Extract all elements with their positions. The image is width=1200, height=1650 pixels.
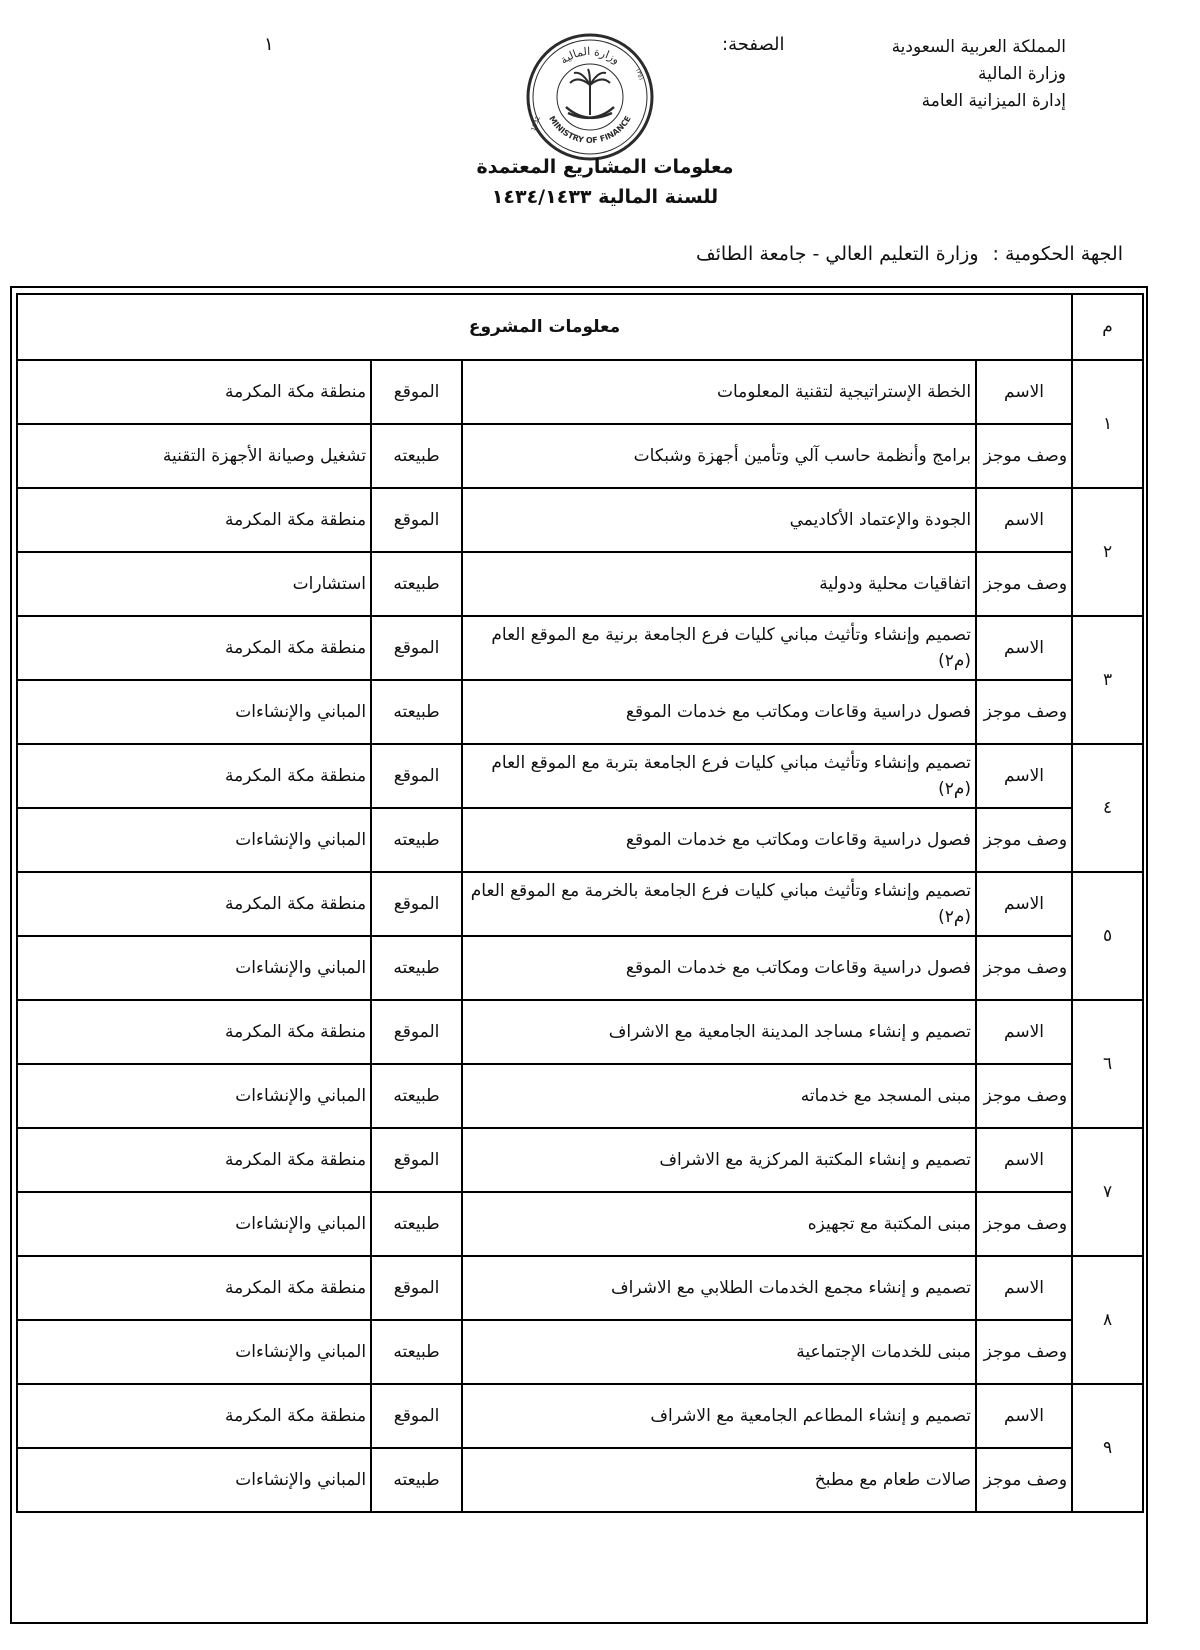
nature-label: طبيعته xyxy=(371,808,462,872)
project-name-row xyxy=(17,1128,1143,1192)
project-name-row xyxy=(17,872,1143,936)
project-name-row xyxy=(17,360,1143,424)
project-name: تصميم و إنشاء المطاعم الجامعية مع الاشراف xyxy=(462,1384,976,1448)
nature-label: طبيعته xyxy=(371,424,462,488)
project-name-row xyxy=(17,488,1143,552)
project-location: منطقة مكة المكرمة xyxy=(17,488,371,552)
project-desc-row xyxy=(17,936,1143,1000)
nature-label: طبيعته xyxy=(371,552,462,616)
project-description: مبنى المسجد مع خدماته xyxy=(462,1064,976,1128)
org-line-country: المملكة العربية السعودية xyxy=(891,37,1066,57)
name-label: الاسم xyxy=(976,616,1072,680)
project-description: فصول دراسية وقاعات ومكاتب مع خدمات الموقع xyxy=(462,808,976,872)
project-desc-row xyxy=(17,1064,1143,1128)
column-header-number: م xyxy=(1072,294,1143,360)
project-location: منطقة مكة المكرمة xyxy=(17,1000,371,1064)
ministry-of-finance-logo xyxy=(526,33,654,161)
name-label: الاسم xyxy=(976,360,1072,424)
project-description: برامج وأنظمة حاسب آلي وتأمين أجهزة وشبكات xyxy=(462,424,976,488)
project-nature: تشغيل وصيانة الأجهزة التقنية xyxy=(17,424,371,488)
project-number: ٤ xyxy=(1072,744,1143,872)
location-label: الموقع xyxy=(371,488,462,552)
project-nature: المباني والإنشاءات xyxy=(17,1320,371,1384)
project-number: ٢ xyxy=(1072,488,1143,616)
project-desc-row xyxy=(17,1448,1143,1512)
logo-arabic-text: وزارة المالية xyxy=(557,44,623,67)
project-desc-row xyxy=(17,552,1143,616)
project-nature: المباني والإنشاءات xyxy=(17,936,371,1000)
logo-year-gregorian: 1932 xyxy=(530,115,542,133)
project-nature: المباني والإنشاءات xyxy=(17,808,371,872)
name-label: الاسم xyxy=(976,1000,1072,1064)
palm-tree-icon xyxy=(570,69,610,115)
project-nature: المباني والإنشاءات xyxy=(17,1064,371,1128)
project-number: ٧ xyxy=(1072,1128,1143,1256)
project-name-row xyxy=(17,744,1143,808)
name-label: الاسم xyxy=(976,872,1072,936)
government-entity xyxy=(696,243,1123,265)
project-number: ٦ xyxy=(1072,1000,1143,1128)
location-label: الموقع xyxy=(371,872,462,936)
nature-label: طبيعته xyxy=(371,1448,462,1512)
entity-label: الجهة الحكومية : xyxy=(992,243,1123,265)
project-desc-row xyxy=(17,1192,1143,1256)
project-nature: المباني والإنشاءات xyxy=(17,680,371,744)
project-location: منطقة مكة المكرمة xyxy=(17,360,371,424)
project-location: منطقة مكة المكرمة xyxy=(17,744,371,808)
project-desc-row xyxy=(17,1320,1143,1384)
project-nature: المباني والإنشاءات xyxy=(17,1192,371,1256)
location-label: الموقع xyxy=(371,1128,462,1192)
project-description: مبنى للخدمات الإجتماعية xyxy=(462,1320,976,1384)
project-nature: المباني والإنشاءات xyxy=(17,1448,371,1512)
project-nature: استشارات xyxy=(17,552,371,616)
project-name: تصميم وإنشاء وتأثيث مباني كليات فرع الجامعة برنية مع الموقع العام (م٢) xyxy=(462,616,976,680)
description-label: وصف موجز xyxy=(976,1192,1072,1256)
description-label: وصف موجز xyxy=(976,552,1072,616)
project-number: ٣ xyxy=(1072,616,1143,744)
location-label: الموقع xyxy=(371,1256,462,1320)
project-location: منطقة مكة المكرمة xyxy=(17,1128,371,1192)
project-location: منطقة مكة المكرمة xyxy=(17,1384,371,1448)
column-header-project-info: معلومات المشروع xyxy=(17,294,1072,360)
location-label: الموقع xyxy=(371,360,462,424)
name-label: الاسم xyxy=(976,744,1072,808)
page-number-label: الصفحة: xyxy=(722,34,785,55)
project-desc-row xyxy=(17,808,1143,872)
project-description: مبنى المكتبة مع تجهيزه xyxy=(462,1192,976,1256)
title-line-2: للسنة المالية ١٤٣٤/١٤٣٣ xyxy=(491,186,719,208)
description-label: وصف موجز xyxy=(976,680,1072,744)
org-line-ministry: وزارة المالية xyxy=(978,64,1066,84)
project-name-row xyxy=(17,616,1143,680)
description-label: وصف موجز xyxy=(976,1064,1072,1128)
project-description: صالات طعام مع مطبخ xyxy=(462,1448,976,1512)
page-number-value: ١ xyxy=(264,34,274,55)
org-line-department: إدارة الميزانية العامة xyxy=(921,91,1066,111)
organization-header xyxy=(892,34,1066,115)
title-line-1: معلومات المشاريع المعتمدة xyxy=(476,156,734,178)
nature-label: طبيعته xyxy=(371,1320,462,1384)
project-name: تصميم و إنشاء مساجد المدينة الجامعية مع الاشراف xyxy=(462,1000,976,1064)
project-name-row xyxy=(17,1256,1143,1320)
project-description: فصول دراسية وقاعات ومكاتب مع خدمات الموقع xyxy=(462,936,976,1000)
project-name-row xyxy=(17,1000,1143,1064)
project-description: اتفاقيات محلية ودولية xyxy=(462,552,976,616)
projects-table xyxy=(16,293,1144,1513)
nature-label: طبيعته xyxy=(371,1064,462,1128)
location-label: الموقع xyxy=(371,1000,462,1064)
name-label: الاسم xyxy=(976,1256,1072,1320)
project-name: الخطة الإستراتيجية لتقنية المعلومات xyxy=(462,360,976,424)
project-name: تصميم و إنشاء مجمع الخدمات الطلابي مع الاشراف xyxy=(462,1256,976,1320)
nature-label: طبيعته xyxy=(371,680,462,744)
description-label: وصف موجز xyxy=(976,808,1072,872)
project-name-row xyxy=(17,1384,1143,1448)
project-location: منطقة مكة المكرمة xyxy=(17,872,371,936)
logo-year-hijri: ١٣٥١ xyxy=(633,67,645,82)
name-label: الاسم xyxy=(976,1384,1072,1448)
entity-value: وزارة التعليم العالي - جامعة الطائف xyxy=(695,243,979,265)
table-header-row xyxy=(17,294,1143,360)
document-title xyxy=(380,152,830,212)
location-label: الموقع xyxy=(371,744,462,808)
nature-label: طبيعته xyxy=(371,936,462,1000)
project-name: تصميم وإنشاء وتأثيث مباني كليات فرع الجامعة بتربة مع الموقع العام (م٢) xyxy=(462,744,976,808)
logo-english-text: MINISTRY OF FINANCE xyxy=(547,114,633,146)
description-label: وصف موجز xyxy=(976,424,1072,488)
location-label: الموقع xyxy=(371,1384,462,1448)
project-number: ٩ xyxy=(1072,1384,1143,1512)
project-desc-row xyxy=(17,424,1143,488)
description-label: وصف موجز xyxy=(976,936,1072,1000)
project-number: ١ xyxy=(1072,360,1143,488)
project-desc-row xyxy=(17,680,1143,744)
description-label: وصف موجز xyxy=(976,1320,1072,1384)
location-label: الموقع xyxy=(371,616,462,680)
name-label: الاسم xyxy=(976,488,1072,552)
project-name: تصميم و إنشاء المكتبة المركزية مع الاشراف xyxy=(462,1128,976,1192)
nature-label: طبيعته xyxy=(371,1192,462,1256)
svg-text:وزارة المالية xyxy=(558,45,622,67)
name-label: الاسم xyxy=(976,1128,1072,1192)
project-number: ٥ xyxy=(1072,872,1143,1000)
project-name: تصميم وإنشاء وتأثيث مباني كليات فرع الجامعة بالخرمة مع الموقع العام (م٢) xyxy=(462,872,976,936)
project-location: منطقة مكة المكرمة xyxy=(17,616,371,680)
project-name: الجودة والإعتماد الأكاديمي xyxy=(462,488,976,552)
project-description: فصول دراسية وقاعات ومكاتب مع خدمات الموقع xyxy=(462,680,976,744)
description-label: وصف موجز xyxy=(976,1448,1072,1512)
project-location: منطقة مكة المكرمة xyxy=(17,1256,371,1320)
project-number: ٨ xyxy=(1072,1256,1143,1384)
